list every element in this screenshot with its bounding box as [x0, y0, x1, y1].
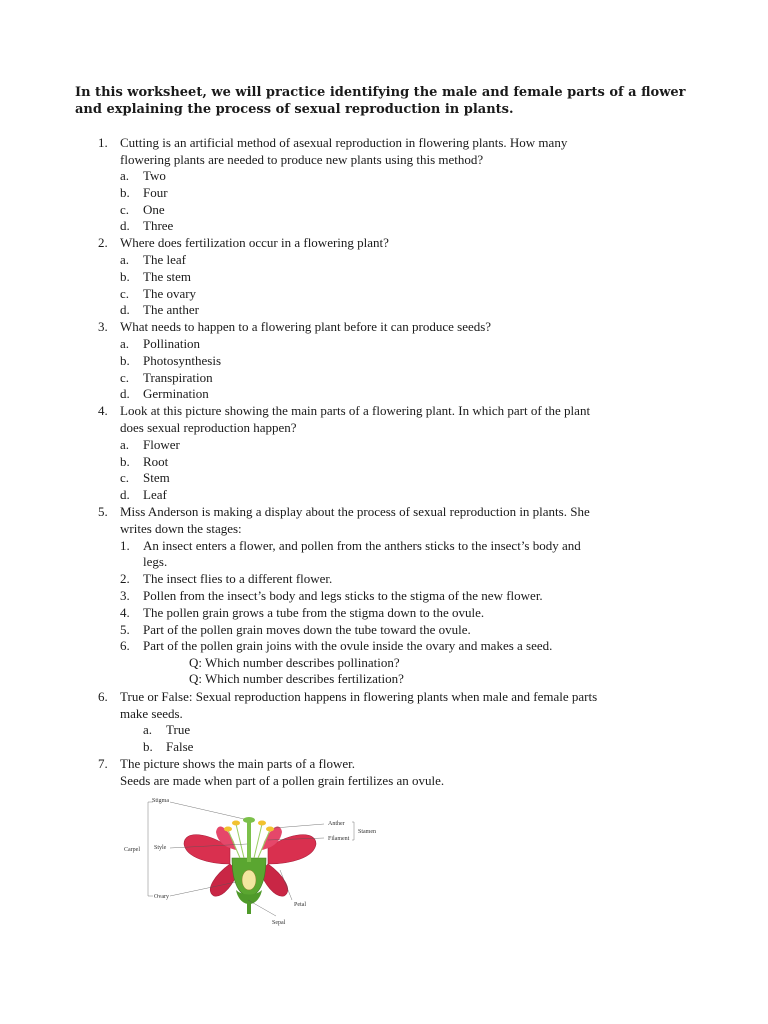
q7-text-line1: The picture shows the main parts of a flower. [120, 756, 356, 771]
q1-option-a: Two [143, 168, 166, 183]
q2-option-a-letter: a. [120, 252, 130, 267]
q6-text-line1: True or False: Sexual reproduction happens in flowering plants when male and female parts [120, 689, 598, 704]
q1-option-c-letter: c. [120, 202, 130, 217]
q3-option-d: Germination [143, 386, 209, 401]
q1-option-d: Three [143, 218, 174, 233]
q5-stage-6-number: 6. [120, 638, 130, 653]
q4-number: 4. [98, 403, 108, 418]
q3-option-d-letter: d. [120, 386, 130, 401]
q4-option-c: Stem [143, 470, 170, 485]
q5-stage-1-line2: legs. [143, 554, 168, 569]
label-petal: Petal [294, 902, 306, 908]
q6-text-line2: make seeds. [120, 706, 183, 721]
label-filament: Filament [328, 836, 350, 842]
q3-option-a-letter: a. [120, 336, 130, 351]
q4-option-d: Leaf [143, 487, 167, 502]
q5-stage-1-number: 1. [120, 538, 130, 553]
q5-stage-2-number: 2. [120, 571, 130, 586]
label-carpel: Carpel [124, 847, 140, 853]
flower-diagram-svg [118, 792, 386, 928]
q3-number: 3. [98, 319, 108, 334]
label-stamen: Stamen [358, 829, 376, 835]
q6-option-b-letter: b. [143, 739, 153, 754]
label-sepal: Sepal [272, 920, 286, 926]
q6-option-b: False [166, 739, 194, 754]
q6-option-a-letter: a. [143, 722, 153, 737]
q2-option-d-letter: d. [120, 302, 130, 317]
anther-3 [258, 821, 266, 826]
q4-option-b: Root [143, 454, 169, 469]
q2-option-d: The anther [143, 302, 199, 317]
q5-stage-1-line1: An insect enters a flower, and pollen from the anthers sticks to the insect’s body and [143, 538, 581, 553]
q1-option-a-letter: a. [120, 168, 130, 183]
q5-text-line2: writes down the stages: [120, 521, 242, 536]
q4-option-c-letter: c. [120, 470, 130, 485]
q3-option-b: Photosynthesis [143, 353, 222, 368]
q1-option-d-letter: d. [120, 218, 130, 233]
q2-option-b: The stem [143, 269, 192, 284]
label-anther: Anther [328, 821, 345, 827]
q7-text-line2: Seeds are made when part of a pollen grain fertilizes an ovule. [120, 773, 445, 788]
q5-stage-2: The insect flies to a different flower. [143, 571, 333, 586]
q2-option-c: The ovary [143, 286, 197, 301]
intro-text: In this worksheet, we will practice identifying the male and female parts of a flower and explaining the process of sexual reproduction in plants. [75, 85, 686, 117]
q3-option-c-letter: c. [120, 370, 130, 385]
q5-stage-3: Pollen from the insect’s body and legs sticks to the stigma of the new flower. [143, 588, 543, 603]
q1-option-b-letter: b. [120, 185, 130, 200]
q2-option-a: The leaf [143, 252, 186, 267]
filament-2 [236, 824, 244, 858]
q5-number: 5. [98, 504, 108, 519]
label-style: Style [154, 845, 167, 851]
q4-option-b-letter: b. [120, 454, 130, 469]
q4-option-d-letter: d. [120, 487, 130, 502]
q4-text-line1: Look at this picture showing the main parts of a flowering plant. In which part of the plant [120, 403, 591, 418]
q2-text-line1: Where does fertilization occur in a flowering plant? [120, 235, 389, 250]
q5-stage-6: Part of the pollen grain joins with the ovule inside the ovary and makes a seed. [143, 638, 553, 653]
q3-option-a: Pollination [143, 336, 201, 351]
stigma-shape [243, 817, 255, 823]
anther-1 [224, 827, 232, 832]
ovule-shape [242, 870, 256, 890]
q1-number: 1. [98, 135, 108, 150]
q2-option-c-letter: c. [120, 286, 130, 301]
q7-number: 7. [98, 756, 108, 771]
q5-stage-5: Part of the pollen grain moves down the tube toward the ovule. [143, 622, 471, 637]
q1-text-line2: flowering plants are needed to produce new plants using this method? [120, 152, 484, 167]
q5-stage-4-number: 4. [120, 605, 130, 620]
q3-text-line1: What needs to happen to a flowering plant before it can produce seeds? [120, 319, 492, 334]
flower-diagram [118, 792, 386, 928]
q5-stage-4: The pollen grain grows a tube from the stigma down to the ovule. [143, 605, 485, 620]
label-stigma: Stigma [152, 798, 170, 804]
anther-4 [266, 827, 274, 832]
q3-option-c: Transpiration [143, 370, 213, 385]
q1-text-line1: Cutting is an artificial method of asexual reproduction in flowering plants. How many [120, 135, 568, 150]
q5-sub-question-fertilization: Q: Which number describes fertilization? [189, 671, 404, 686]
label-ovary: Ovary [154, 894, 169, 900]
q5-stage-3-number: 3. [120, 588, 130, 603]
q6-number: 6. [98, 689, 108, 704]
filament-3 [254, 824, 262, 858]
q5-sub-question-pollination: Q: Which number describes pollination? [189, 655, 400, 670]
q1-option-b: Four [143, 185, 168, 200]
q4-text-line2: does sexual reproduction happen? [120, 420, 297, 435]
stem-shape [247, 900, 251, 914]
q3-option-b-letter: b. [120, 353, 130, 368]
q1-option-c: One [143, 202, 165, 217]
q2-option-b-letter: b. [120, 269, 130, 284]
style-shape [247, 822, 251, 862]
q4-option-a: Flower [143, 437, 180, 452]
q6-option-a: True [166, 722, 191, 737]
q5-text-line1: Miss Anderson is making a display about the process of sexual reproduction in plants. She [120, 504, 590, 519]
anther-2 [232, 821, 240, 826]
q4-option-a-letter: a. [120, 437, 130, 452]
q2-number: 2. [98, 235, 108, 250]
q5-stage-5-number: 5. [120, 622, 130, 637]
